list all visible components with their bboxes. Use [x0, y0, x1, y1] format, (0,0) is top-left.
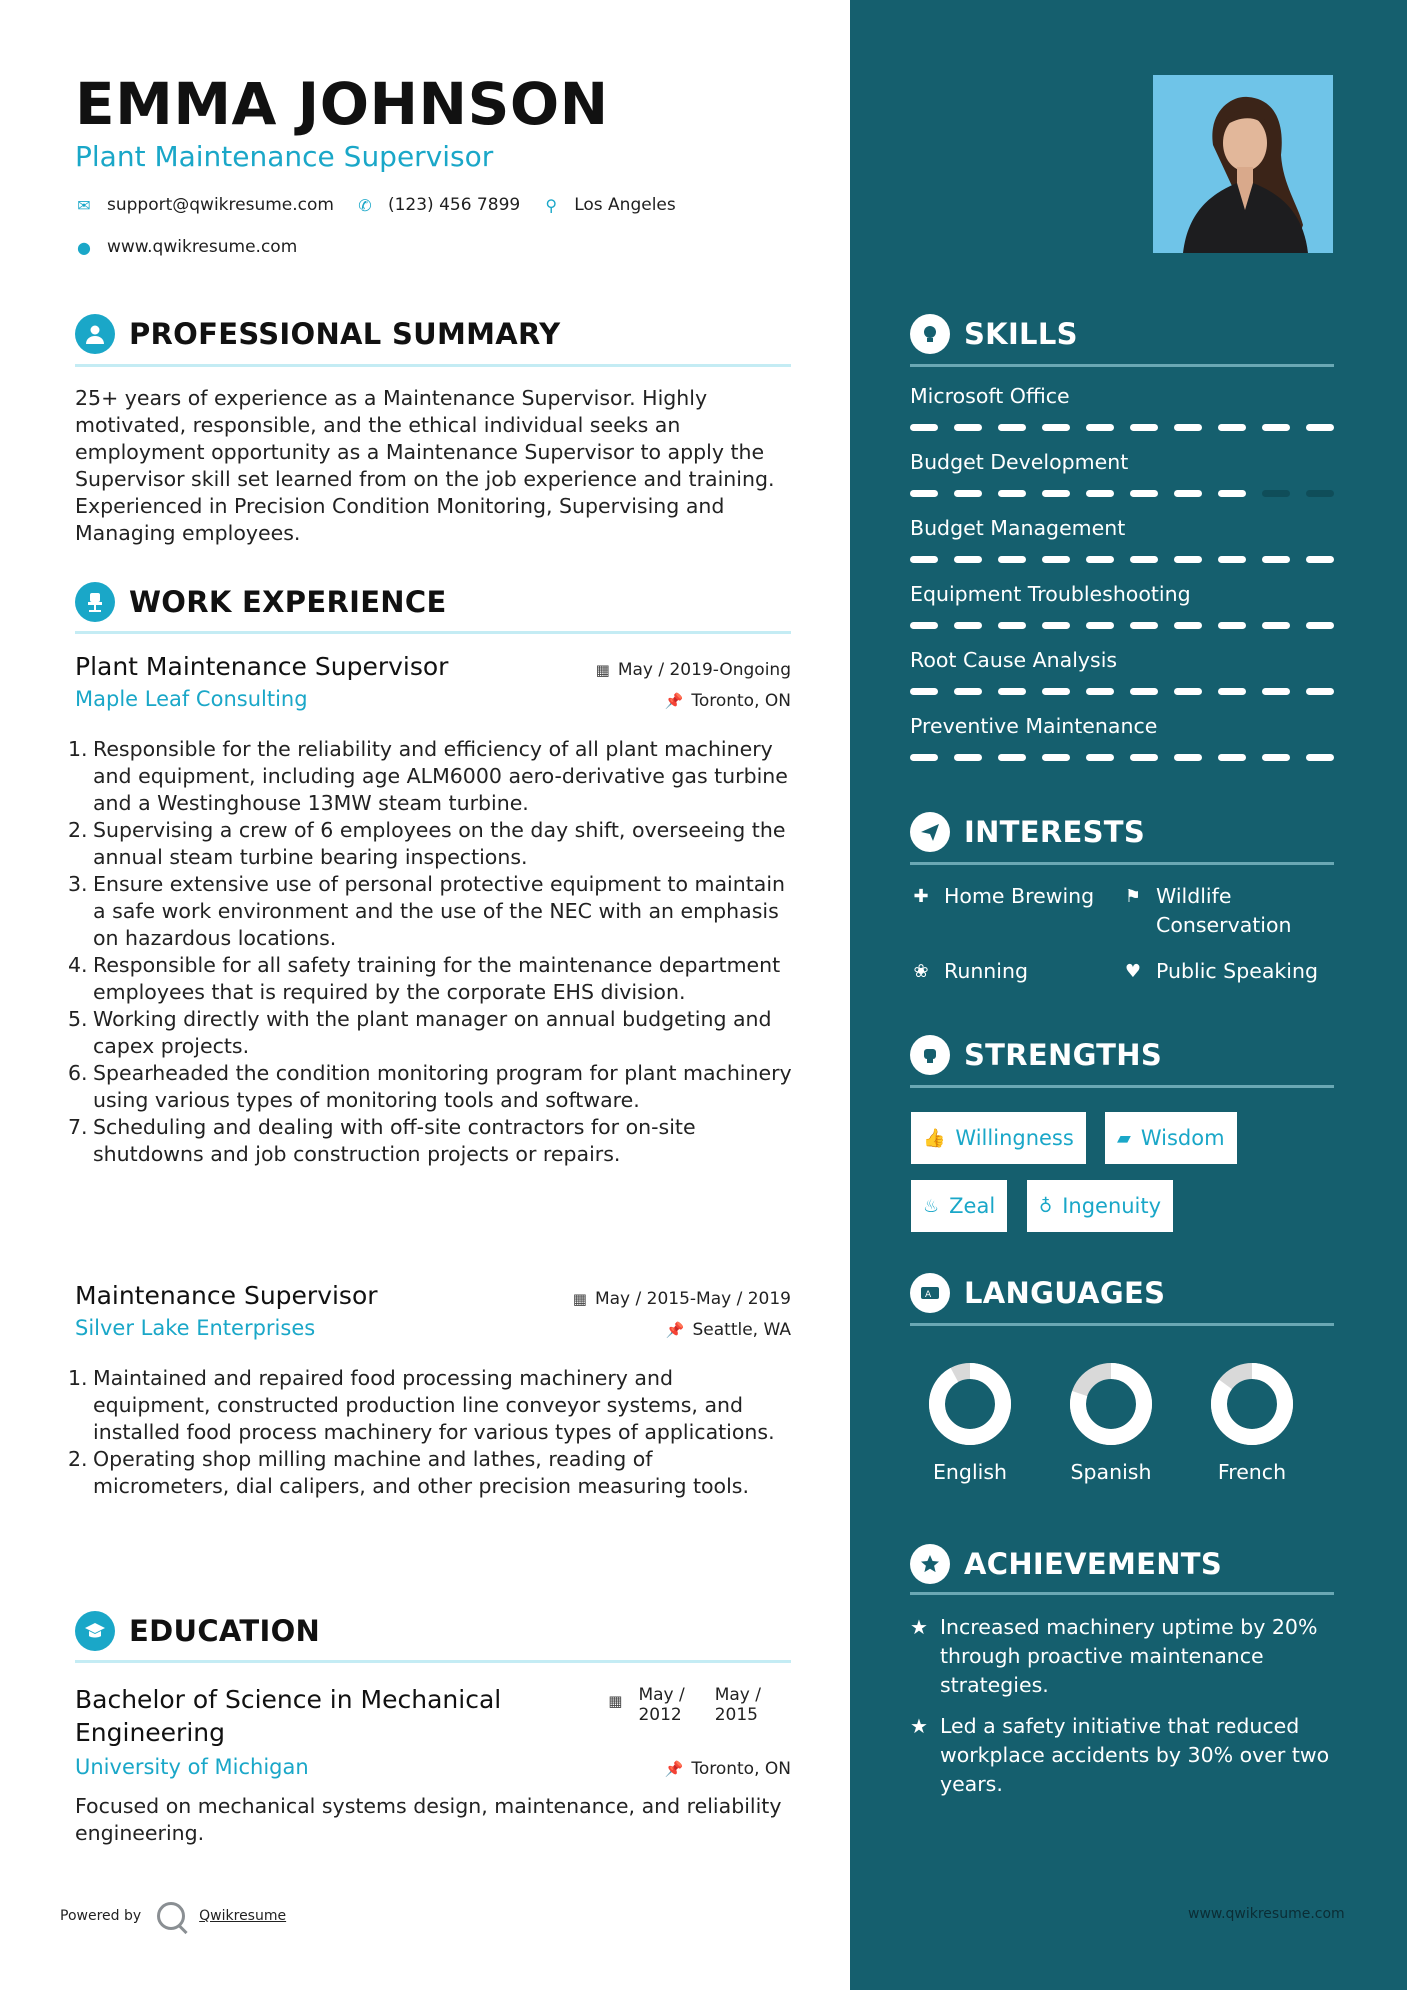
skill-dash: [1174, 490, 1202, 497]
footer-website[interactable]: www.qwikresume.com: [1188, 1906, 1345, 1922]
skill-dash: [910, 754, 938, 761]
skill-level-bar: [910, 490, 1334, 497]
skill-level-bar: [910, 754, 1334, 761]
location-text: Los Angeles: [574, 195, 676, 215]
skill-dash: [998, 556, 1026, 563]
candidate-title: Plant Maintenance Supervisor: [75, 140, 494, 173]
shooting-star-icon: ★: [910, 1714, 928, 1738]
skill-level-bar: [910, 688, 1334, 695]
skill-dash: [1130, 490, 1158, 497]
skill-dash: [1042, 754, 1070, 761]
list-item: 7. Scheduling and dealing with off-site contractors for on-site shutdowns and job construction projects or repairs.: [68, 1115, 696, 1166]
language-item: [1051, 1362, 1171, 1484]
edu-end-year: 2015: [714, 1705, 758, 1725]
skill-dash: [1218, 688, 1246, 695]
interests-title: INTERESTS: [964, 815, 1146, 849]
job-location: Seattle, WA: [692, 1320, 791, 1340]
skill-name: Equipment Troubleshooting: [910, 582, 1191, 606]
languages-heading: [910, 1273, 1334, 1313]
fire-icon: ♨: [923, 1195, 940, 1217]
interests-divider: [910, 862, 1334, 865]
skill-dash: [1174, 754, 1202, 761]
skills-heading: [910, 314, 1334, 354]
skill-item: [910, 384, 1334, 431]
job-entry: [75, 652, 791, 711]
pin-icon: 📌: [665, 1321, 685, 1339]
skill-dash: [1130, 622, 1158, 629]
summary-heading: [75, 314, 791, 354]
achievements-title: ACHIEVEMENTS: [964, 1547, 1223, 1581]
list-item: 4. Responsible for all safety training for the maintenance department employees that is required by the corporate EHS division.: [68, 953, 781, 1004]
experience-heading: [75, 582, 791, 622]
skill-dash: [954, 622, 982, 629]
skill-dash: [1042, 688, 1070, 695]
strengths-divider: [910, 1085, 1334, 1088]
language-label: Spanish: [1070, 1460, 1152, 1484]
skill-dash: [1218, 622, 1246, 629]
skill-dash: [1130, 556, 1158, 563]
languages-title: LANGUAGES: [964, 1276, 1166, 1310]
job-role: Plant Maintenance Supervisor: [75, 652, 449, 681]
heartbeat-icon: ♥: [1124, 961, 1142, 982]
skill-dash: [1262, 556, 1290, 563]
globe-icon: ●: [77, 237, 91, 257]
skill-dash: [1130, 688, 1158, 695]
skill-dash: [1306, 754, 1334, 761]
achievement-item: ★ Led a safety initiative that reduced workplace accidents by 30% over two years.: [910, 1712, 1334, 1799]
skill-dash: [1174, 556, 1202, 563]
calendar-icon: ▦: [608, 1692, 623, 1710]
skill-dash: [1218, 556, 1246, 563]
skill-name: Budget Development: [910, 450, 1129, 474]
summary-divider: [75, 364, 791, 367]
skill-item: [910, 648, 1334, 695]
skill-dash: [1130, 424, 1158, 431]
experience-divider: [75, 631, 791, 634]
edu-start-year: 2012: [638, 1705, 682, 1725]
powered-by: [60, 1902, 286, 1930]
job-duties-list: [68, 1365, 795, 1500]
profile-photo: [1153, 75, 1333, 253]
skill-dash: [1306, 622, 1334, 629]
star-badge-icon: [910, 1544, 950, 1584]
skill-dash: [1086, 556, 1114, 563]
language-ring: [1210, 1362, 1294, 1446]
skill-dash: [1042, 622, 1070, 629]
strengths-heading: [910, 1035, 1334, 1075]
interest-item: ✚ Home Brewing: [910, 882, 1110, 911]
email-link[interactable]: support@qwikresume.com: [107, 195, 334, 215]
website-link[interactable]: www.qwikresume.com: [107, 237, 298, 257]
calendar-icon: ▦: [595, 661, 610, 679]
skill-name: Preventive Maintenance: [910, 714, 1158, 738]
language-ring: [1069, 1362, 1153, 1446]
language-card-icon: [910, 1273, 950, 1313]
achievement-item: ★ Increased machinery uptime by 20% through proactive maintenance strategies.: [910, 1613, 1334, 1700]
pin-icon: 📌: [664, 692, 684, 710]
education-entry: [75, 1683, 791, 1779]
skill-dash: [910, 688, 938, 695]
strength-badge: ♨ Zeal: [911, 1180, 1007, 1232]
shooting-star-icon: ★: [910, 1615, 928, 1639]
language-item: [1192, 1362, 1312, 1484]
job-dates: May / 2019-Ongoing: [617, 660, 791, 680]
skill-dash: [1042, 556, 1070, 563]
skill-dash: [998, 754, 1026, 761]
job-entry: [75, 1281, 791, 1340]
strength-badge: ♁ Ingenuity: [1027, 1180, 1173, 1232]
skill-dash: [1262, 424, 1290, 431]
skill-item: [910, 714, 1334, 761]
skill-dash: [954, 490, 982, 497]
skill-dash: [910, 424, 938, 431]
skill-dash: [1174, 688, 1202, 695]
list-item: 3. Ensure extensive use of personal protective equipment to maintain a safe work environment and the use of the NEC with an emphasis on hazardous locations.: [68, 872, 786, 950]
skill-dash: [1086, 754, 1114, 761]
user-icon: [75, 314, 115, 354]
list-item: 2. Operating shop milling machine and lathes, reading of micrometers, dial calipers, and other precision measuring tools.: [68, 1447, 749, 1498]
envelope-icon: ✉: [77, 195, 91, 215]
skill-item: [910, 450, 1334, 497]
skill-dash: [1174, 424, 1202, 431]
skill-level-bar: [910, 424, 1334, 431]
job-company: Silver Lake Enterprises: [75, 1316, 316, 1340]
job-company: Maple Leaf Consulting: [75, 687, 308, 711]
skill-dash: [998, 424, 1026, 431]
list-item: 6. Spearheaded the condition monitoring program for plant machinery using various types of monitoring tools and software.: [68, 1061, 792, 1112]
skill-dash: [910, 556, 938, 563]
skill-dash: [954, 556, 982, 563]
list-item: 2. Supervising a crew of 6 employees on the day shift, overseeing the annual steam turbine bearing inspections.: [68, 818, 786, 869]
skill-dash: [1218, 424, 1246, 431]
thumbs-up-icon: 👍: [923, 1127, 946, 1149]
skill-dash: [1306, 424, 1334, 431]
language-label: French: [1217, 1460, 1287, 1484]
interest-item: ❀ Running: [910, 957, 1110, 986]
strengths-title: STRENGTHS: [964, 1038, 1163, 1072]
list-item: 5. Working directly with the plant manager on annual budgeting and capex projects.: [68, 1007, 772, 1058]
book-icon: ▰: [1117, 1127, 1131, 1149]
edu-end-month: May /: [714, 1685, 761, 1705]
skill-item: [910, 516, 1334, 563]
skill-dash: [1262, 688, 1290, 695]
skill-dash: [1306, 490, 1334, 497]
skill-dash: [1306, 688, 1334, 695]
education-divider: [75, 1660, 791, 1663]
skill-dash: [1086, 424, 1114, 431]
experience-title: WORK EXPERIENCE: [129, 585, 447, 619]
skill-dash: [1130, 754, 1158, 761]
chair-icon: [75, 582, 115, 622]
skill-dash: [910, 622, 938, 629]
brand-link[interactable]: Qwikresume: [199, 1908, 287, 1924]
skill-name: Root Cause Analysis: [910, 648, 1118, 672]
summary-text: 25+ years of experience as a Maintenance Supervisor. Highly motivated, responsible, and the ethical individual seeks an employment opportunity as a Maintenance Supervisor to apply the Supervisor skill set learned from on the job experience and training. Experienced in Precision Condition Monitoring, Supervising and Managing employees.: [75, 386, 775, 545]
skill-dash: [998, 490, 1026, 497]
phone-number[interactable]: (123) 456 7899: [387, 195, 521, 215]
strength-badge: ▰ Wisdom: [1105, 1112, 1237, 1164]
education-title: EDUCATION: [129, 1614, 321, 1648]
skill-dash: [1306, 556, 1334, 563]
qwikresume-logo-icon: [157, 1902, 185, 1930]
phone-icon: ✆: [358, 195, 372, 215]
skills-divider: [910, 364, 1334, 367]
job-duties-list: [68, 736, 795, 1168]
list-item: 1. Responsible for the reliability and efficiency of all plant machinery and equipment, including age ALM6000 aero-derivative gas turbine and a Westinghouse 13MW steam turbine.: [68, 737, 788, 815]
job-role: Maintenance Supervisor: [75, 1281, 378, 1310]
skill-dash: [1042, 424, 1070, 431]
skill-dash: [1042, 490, 1070, 497]
skill-name: Budget Management: [910, 516, 1126, 540]
skill-dash: [910, 490, 938, 497]
flag-icon: ⚑: [1124, 886, 1142, 907]
skill-dash: [1086, 622, 1114, 629]
paw-icon: ❀: [913, 961, 929, 982]
svg-text:A: A: [925, 1290, 932, 1300]
education-description: Focused on mechanical systems design, maintenance, and reliability engineering.: [75, 1794, 782, 1845]
job-dates: May / 2015-May / 2019: [594, 1289, 791, 1309]
degree-name: Bachelor of Science in Mechanical Engineering: [75, 1685, 502, 1747]
map-marker-icon: ⚲: [545, 195, 558, 215]
skill-dash: [1262, 490, 1290, 497]
language-label: English: [932, 1460, 1008, 1484]
school-name: University of Michigan: [75, 1755, 309, 1779]
paper-plane-icon: [910, 812, 950, 852]
skill-level-bar: [910, 622, 1334, 629]
graduation-cap-icon: [75, 1611, 115, 1651]
skill-dash: [1262, 622, 1290, 629]
interest-item: ♥ Public Speaking: [1122, 957, 1334, 986]
list-item: 1. Maintained and repaired food processing machinery and equipment, constructed production line conveyor systems, and installed food process machinery for various types of applications.: [68, 1366, 775, 1444]
language-ring-fill: [937, 1371, 1003, 1437]
skill-dash: [954, 688, 982, 695]
lightbulb-icon: [910, 314, 950, 354]
edu-start-month: May /: [638, 1685, 685, 1705]
powered-by-label: Powered by: [60, 1908, 142, 1924]
summary-title: PROFESSIONAL SUMMARY: [129, 317, 561, 351]
lightbulb-icon: ♁: [1039, 1195, 1053, 1217]
interest-item: ⚑ Wildlife Conservation: [1122, 882, 1334, 940]
language-item: [910, 1362, 1030, 1484]
skill-level-bar: [910, 556, 1334, 563]
skill-dash: [1218, 490, 1246, 497]
contact-info: [75, 192, 815, 276]
skill-dash: [998, 622, 1026, 629]
skill-dash: [954, 754, 982, 761]
skill-item: [910, 582, 1334, 629]
skill-name: Microsoft Office: [910, 384, 1070, 408]
interests-heading: [910, 812, 1334, 852]
language-ring: [928, 1362, 1012, 1446]
skill-dash: [1174, 622, 1202, 629]
skills-title: SKILLS: [964, 317, 1078, 351]
skill-dash: [1086, 688, 1114, 695]
calendar-icon: ▦: [572, 1290, 587, 1308]
education-heading: [75, 1611, 791, 1651]
skill-dash: [998, 688, 1026, 695]
skill-dash: [1218, 754, 1246, 761]
school-location: Toronto, ON: [691, 1759, 791, 1779]
candidate-name: EMMA JOHNSON: [75, 70, 609, 138]
puzzle-icon: ✚: [913, 886, 929, 907]
achievements-heading: [910, 1544, 1334, 1584]
achievements-divider: [910, 1592, 1334, 1595]
skill-dash: [954, 424, 982, 431]
fist-icon: [910, 1035, 950, 1075]
skill-dash: [1262, 754, 1290, 761]
languages-divider: [910, 1323, 1334, 1326]
pin-icon: 📌: [664, 1760, 684, 1778]
strength-badge: 👍 Willingness: [911, 1112, 1086, 1164]
skill-dash: [1086, 490, 1114, 497]
job-location: Toronto, ON: [691, 691, 791, 711]
